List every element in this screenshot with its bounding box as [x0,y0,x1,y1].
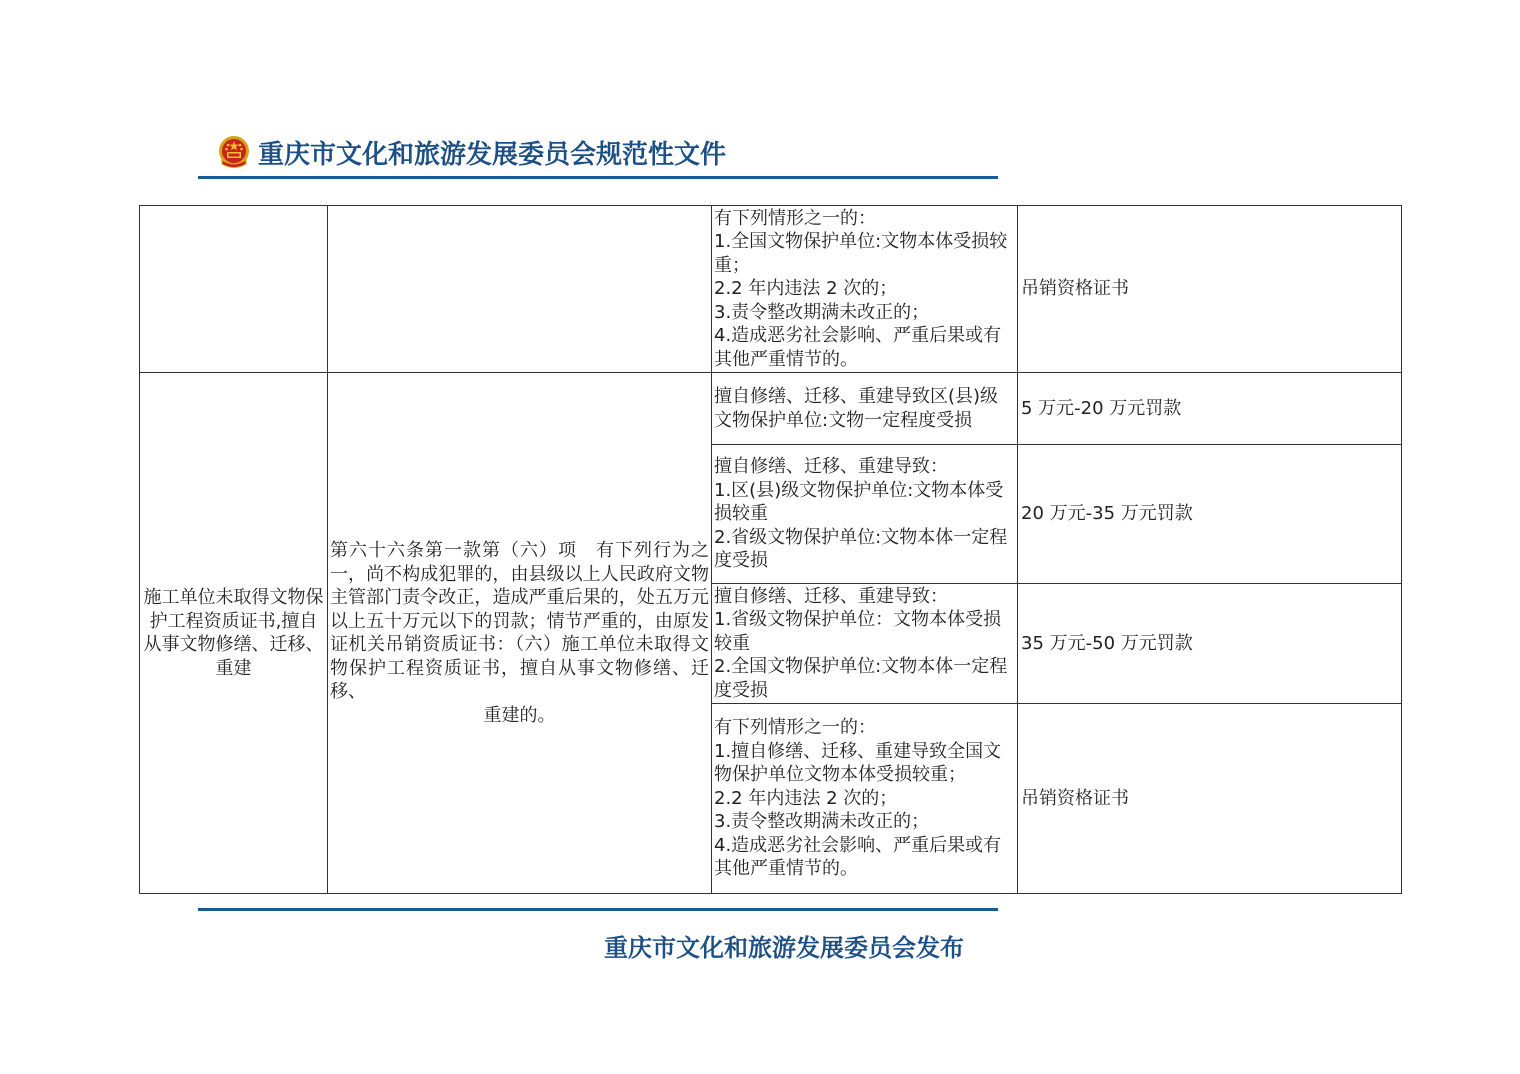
document-header-title: 重庆市文化和旅游发展委员会规范性文件 [258,139,727,170]
provision-cell [328,206,712,373]
circumstance-cell: 擅自修缮、迁移、重建导致区(县)级文物保护单位:文物一定程度受损 [712,373,1018,445]
penalty-table [139,205,1402,894]
document-header [216,131,726,173]
violation-cell [140,206,328,373]
violation-cell: 施工单位未取得文物保护工程资质证书,擅自从事文物修缮、迁移、重建 [140,373,328,894]
penalty-cell: 吊销资格证书 [1018,704,1402,894]
penalty-cell: 5 万元-20 万元罚款 [1018,373,1402,445]
penalty-cell: 吊销资格证书 [1018,206,1402,373]
circumstance-cell: 擅自修缮、迁移、重建导致： 1.省级文物保护单位：文物本体受损较重 2.全国文物保护单位:文物本体一定程度受损 [712,584,1018,704]
footer-publisher: 重庆市文化和旅游发展委员会发布 [604,933,964,962]
circumstance-cell: 擅自修缮、迁移、重建导致： 1.区(县)级文物保护单位:文物本体受损较重 2.省级文物保护单位:文物本体一定程度受损 [712,445,1018,584]
penalty-cell: 35 万元-50 万元罚款 [1018,584,1402,704]
header-divider [198,176,998,179]
circumstance-cell: 有下列情形之一的： 1.全国文物保护单位:文物本体受损较重； 2.2 年内违法 2 次的； 3.责令整改期满未改正的； 4.造成恶劣社会影响、严重后果或有其他严重情节的。 [712,206,1018,373]
table-row [140,206,1402,373]
table-row [140,373,1402,445]
circumstance-cell: 有下列情形之一的： 1.擅自修缮、迁移、重建导致全国文物保护单位文物本体受损较重； 2.2 年内违法 2 次的； 3.责令整改期满未改正的； 4.造成恶劣社会影响、严重后果或有其他严重情节的。 [712,704,1018,894]
provision-text: 第六十六条第一款第（六）项 有下列行为之一，尚不构成犯罪的，由县级以上人民政府文物主管部门责令改正，造成严重后果的，处五万元以上五十万元以下的罚款；情节严重的，由原发证机关吊销资质证书：（六）施工单位未取得文物保护工程资质证书，擅自从事文物修缮、迁移、 [330,540,709,702]
national-emblem-icon [216,134,252,170]
penalty-cell: 20 万元-35 万元罚款 [1018,445,1402,584]
provision-cell [328,373,712,894]
provision-text-end: 重建的。 [483,704,556,726]
footer-divider [198,908,998,911]
